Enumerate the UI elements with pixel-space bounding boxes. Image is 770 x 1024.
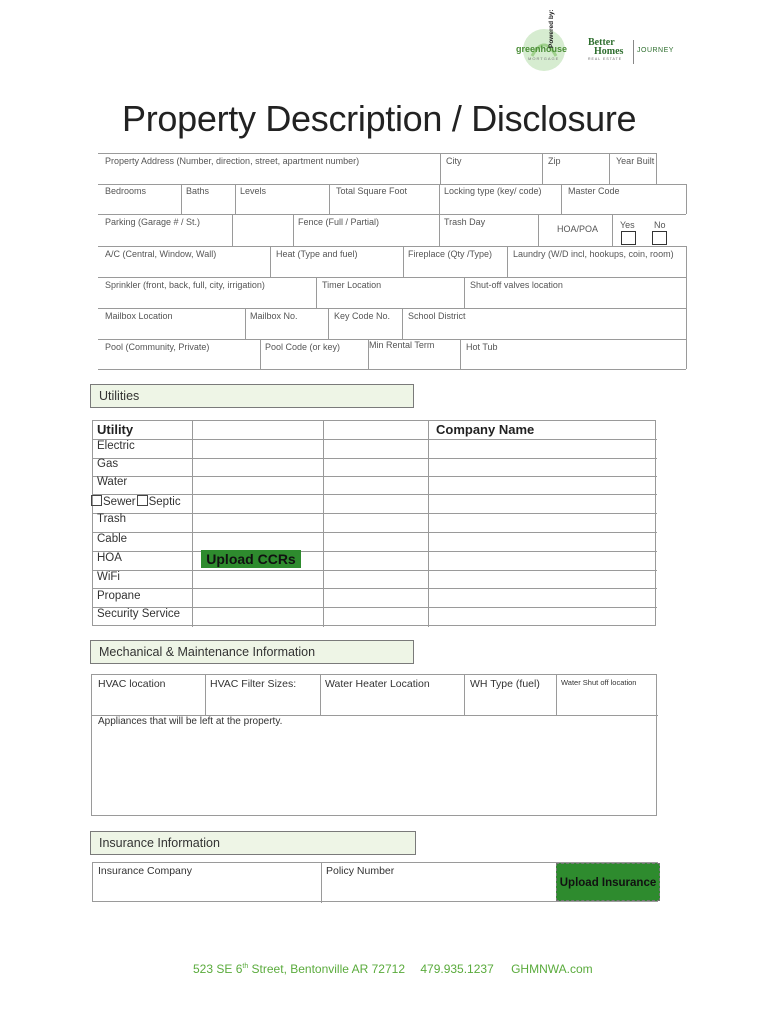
utilities-table [92,420,656,626]
journey-logo: JOURNEY [637,47,674,54]
utility-row-gas: Gas [97,458,119,470]
page-title: Property Description / Disclosure [122,98,637,139]
footer-address: 523 SE 6th Street, Bentonville AR 72712 [193,962,405,976]
utility-row-propane: Propane [97,590,141,602]
better-homes-logo [588,38,632,68]
sewer-label: Sewer [103,496,136,508]
better-homes-subtext: REAL ESTATE [588,57,623,61]
septic-label: Septic [148,496,181,508]
mailbox-location-label: Mailbox Location [105,311,173,321]
hoa-yes-checkbox[interactable] [621,231,636,245]
sprinkler-label: Sprinkler (front, back, full, city, irrigation) [105,280,265,290]
bedrooms-label: Bedrooms [105,186,147,196]
utility-row-trash: Trash [97,513,126,525]
septic-checkbox[interactable] [137,495,148,506]
utility-row-wifi: WiFi [97,571,120,583]
trash-day-label: Trash Day [444,217,486,227]
utility-row-hoa: HOA [97,552,122,564]
upload-ccrs-button[interactable]: Upload CCRs [201,550,301,568]
levels-label: Levels [240,186,267,196]
heat-label: Heat (Type and fuel) [276,249,358,259]
mechanical-table [91,674,657,816]
insurance-company-label: Insurance Company [98,865,192,877]
utility-column-header: Utility [97,422,134,437]
utilities-section-header: Utilities [90,384,414,408]
total-sqft-label: Total Square Foot [336,186,408,196]
logo-divider [633,40,634,64]
footer [193,962,593,976]
fence-label: Fence (Full / Partial) [298,217,380,227]
hoa-no-checkbox[interactable] [652,231,667,245]
utility-row-security-service: Security Service [97,608,181,620]
mechanical-section-header: Mechanical & Maintenance Information [90,640,414,664]
pool-code-label: Pool Code (or key) [265,342,341,352]
school-district-label: School District [408,311,466,321]
year-built-label: Year Built [616,156,655,166]
utility-row-cable: Cable [97,533,128,545]
fireplace-label: Fireplace (Qty /Type) [408,249,493,259]
upload-insurance-button[interactable]: Upload Insurance [556,863,660,901]
master-code-label: Master Code [568,186,620,196]
company-name-column-header: Company Name [436,422,535,437]
footer-website[interactable]: GHMNWA.com [511,962,593,976]
laundry-label: Laundry (W/D incl, hookups, coin, room) [513,249,674,259]
better-homes-line2: Homes [594,46,624,57]
greenhouse-logo [514,28,570,72]
parking-label: Parking (Garage # / St.) [105,217,201,227]
wh-type-label: WH Type (fuel) [470,678,540,690]
mailbox-no-label: Mailbox No. [250,311,298,321]
baths-label: Baths [186,186,210,196]
city-label: City [446,156,462,166]
utility-row-electric: Electric [97,440,135,452]
appliances-label: Appliances that will be left at the property. [98,716,283,727]
hoa-poa-label: HOA/POA [557,224,599,234]
ac-label: A/C (Central, Window, Wall) [105,249,217,259]
pool-label: Pool (Community, Private) [105,342,210,352]
powered-by-text: Powered by: [548,9,555,48]
greenhouse-subtext: MORTGAGE [528,56,560,61]
footer-phone: 479.935.1237 [420,962,494,976]
insurance-section-header: Insurance Information [90,831,416,855]
greenhouse-wordmark: greenhouse [516,44,568,54]
hvac-filter-label: HVAC Filter Sizes: [210,678,297,690]
shutoff-valves-label: Shut-off valves location [470,280,563,290]
key-code-no-label: Key Code No. [334,311,391,321]
utility-row-water: Water [97,476,128,488]
water-shutoff-label: Water Shut off location [561,678,637,687]
utility-row-sewer-septic [91,495,181,508]
locking-type-label: Locking type (key/ code) [444,186,542,196]
address-label: Property Address (Number, direction, street, apartment number) [105,156,360,166]
hot-tub-label: Hot Tub [466,342,498,352]
better-homes-line1: Better [588,37,615,48]
zip-label: Zip [548,156,561,166]
policy-number-label: Policy Number [326,865,395,877]
hoa-no-label: No [654,220,666,230]
timer-location-label: Timer Location [322,280,382,290]
hoa-yes-label: Yes [620,220,635,230]
hvac-location-label: HVAC location [98,678,166,690]
sewer-checkbox[interactable] [91,495,102,506]
water-heater-location-label: Water Heater Location [325,678,430,690]
min-rental-label: Min Rental Term [369,340,435,350]
